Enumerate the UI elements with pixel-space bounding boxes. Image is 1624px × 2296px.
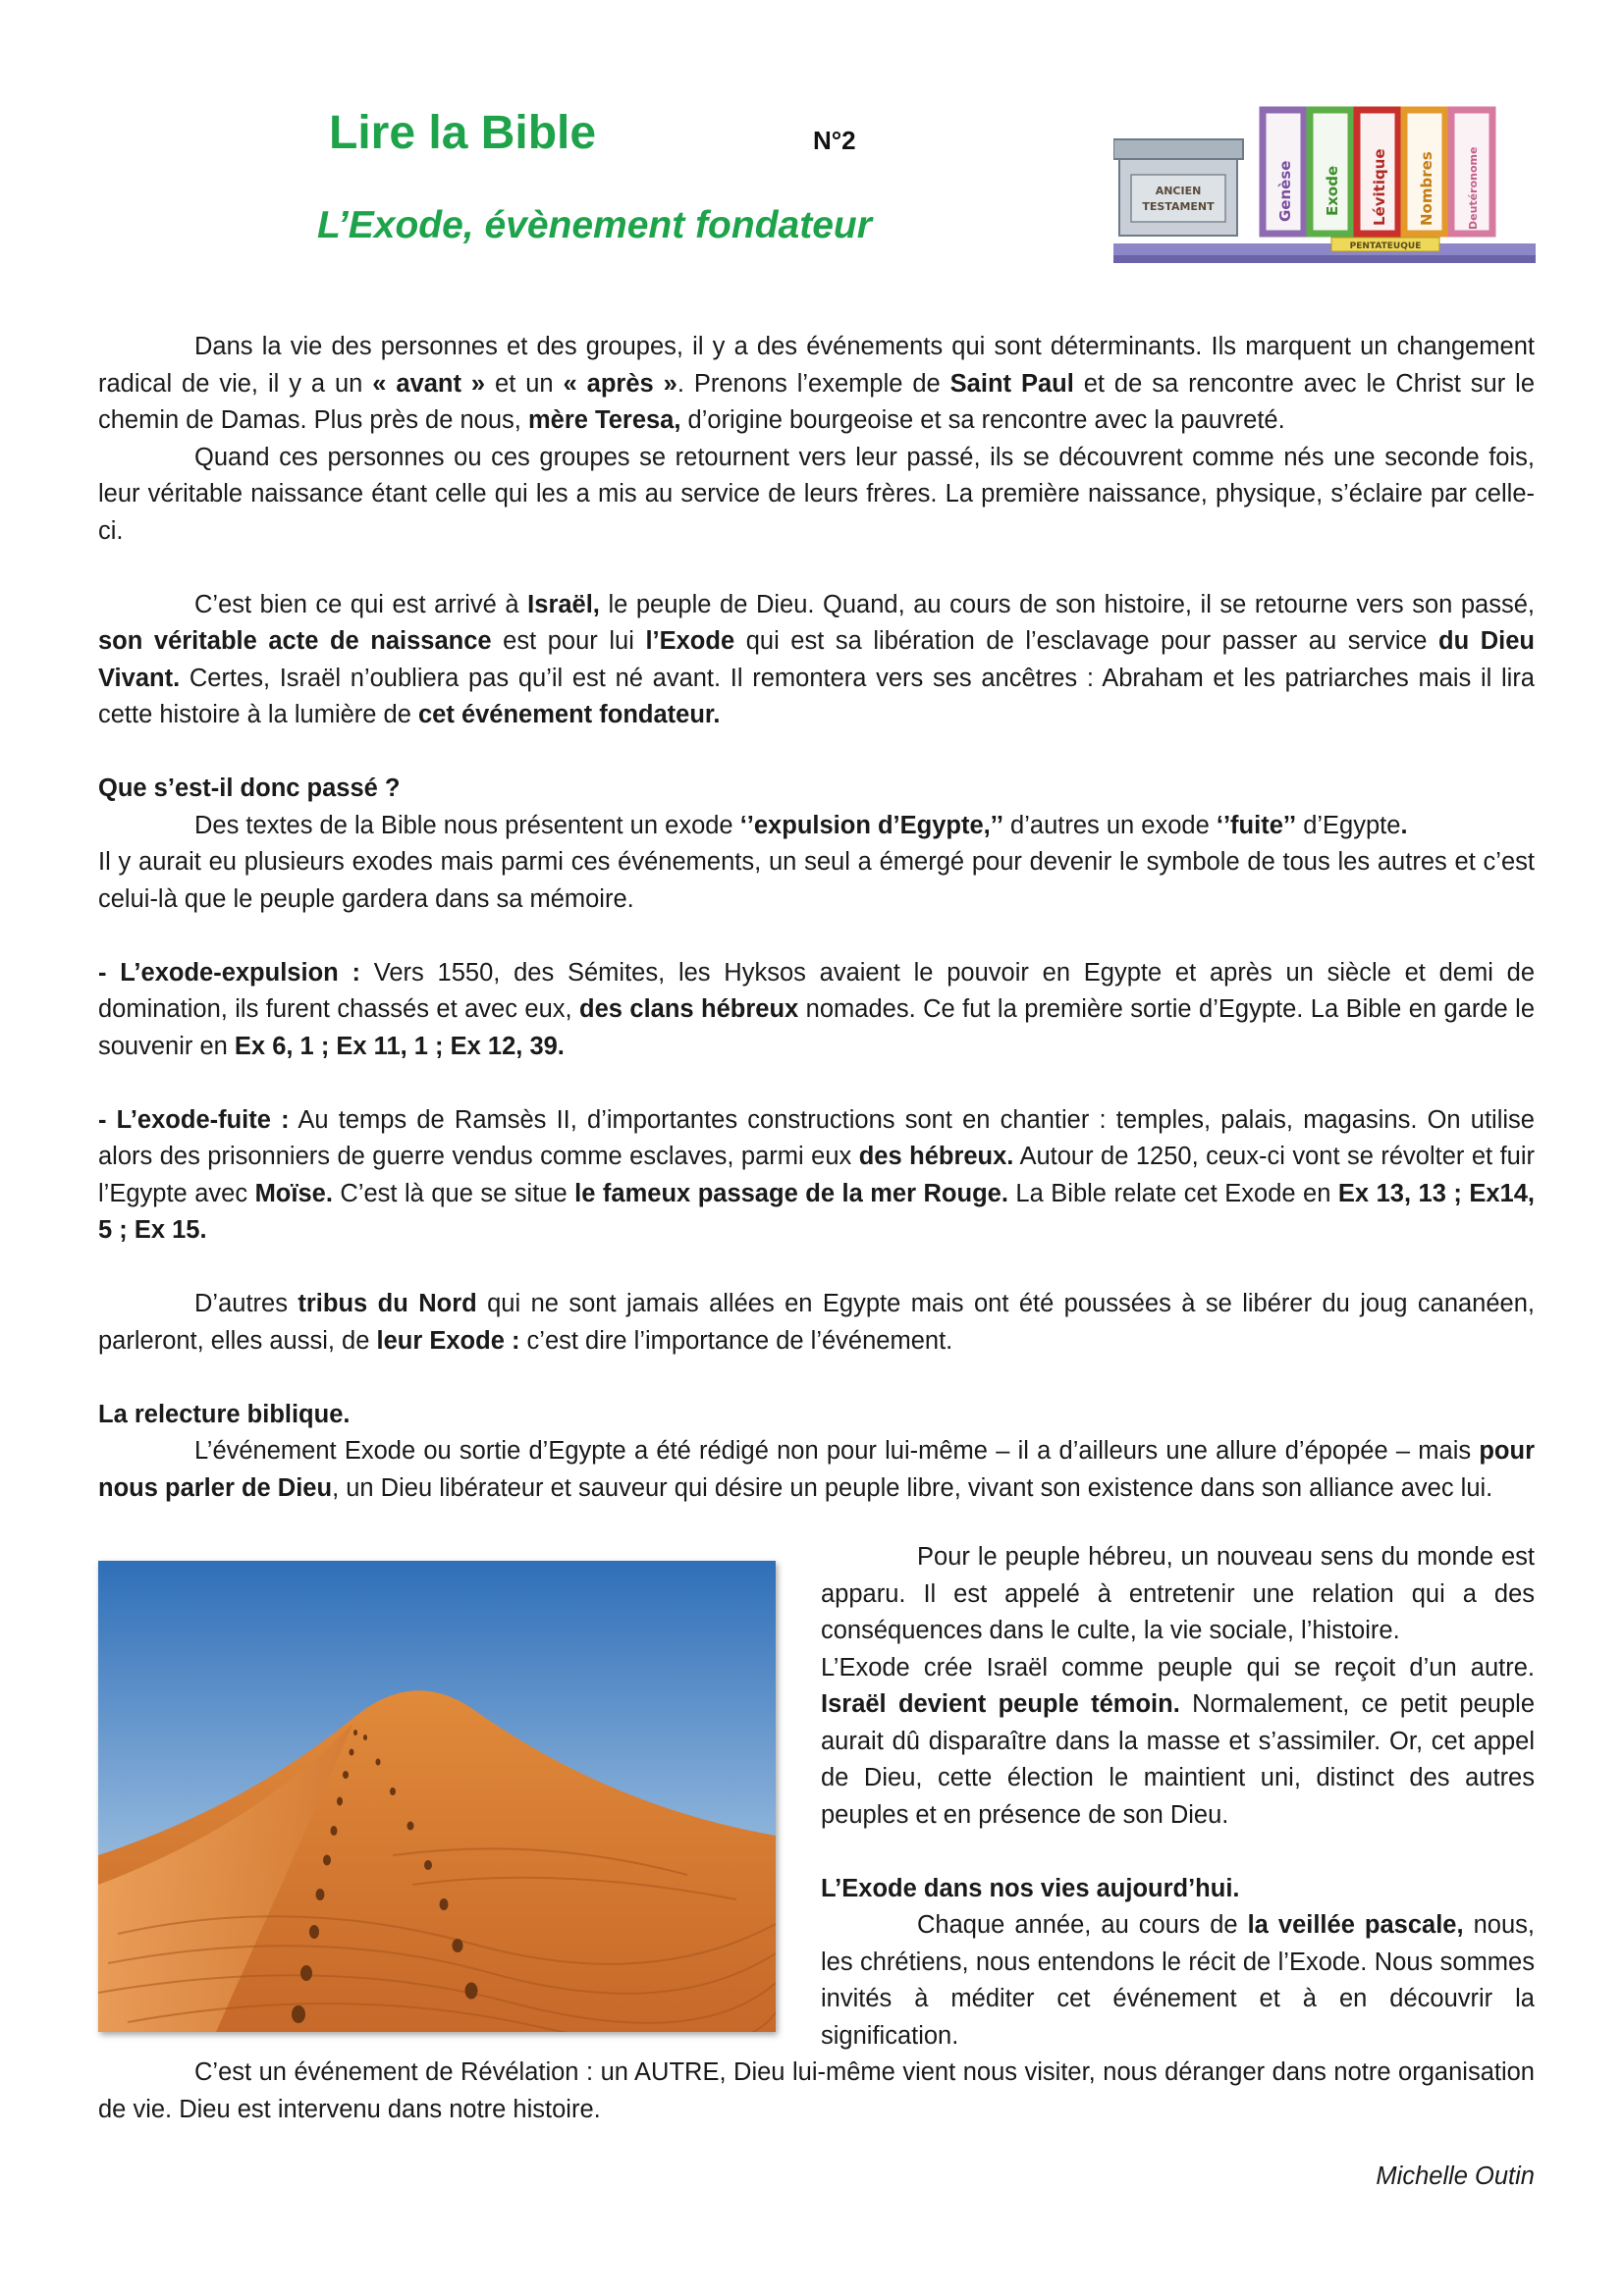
text-run: C’est bien ce qui est arrivé à (194, 590, 528, 618)
text-run: Autour de 1250, ceux-ci vont se révolter et fuir l’Egypte avec (98, 1143, 1536, 1207)
text-run: L’Exode crée Israël comme peuple qui se reçoit d’un autre. (821, 1653, 1535, 1682)
text-run: Chaque année, au cours de (917, 1911, 1248, 1939)
page-title: Lire la Bible (329, 107, 597, 159)
bold-text: Israël devient peuple témoin. (821, 1690, 1180, 1718)
text-run: Dans la vie des personnes et des groupes, il y a des événements qui sont déterminants. Ils marquent un changement radical de vie, il y a un (98, 333, 1535, 398)
text-run: Vers 1550, des Sémites, les Hyksos avaient le pouvoir en Egypte et après un siècle et demi de domination, ils furent chassés et avec eux, (98, 958, 1536, 1023)
text-run: Des textes de la Bible nous présentent un exode (194, 811, 740, 839)
text-run: , un Dieu libérateur et sauveur qui désire un peuple libre, vivant son existence dans son alliance avec lui. (332, 1473, 1493, 1502)
text-run: C’est là que se situe (332, 1179, 575, 1207)
paragraph-exode-fuite (98, 1102, 1535, 1250)
text-run: D’autres (194, 1290, 298, 1317)
text-run: Au temps de Ramsès II, d’importantes constructions sont en chantier : temples, palais, magasins. On utilise alors des prisonniers de guerre vendus comme esclaves, parmi eux (98, 1105, 1535, 1170)
bold-text: le fameux passage de la mer Rouge. (574, 1179, 1008, 1207)
text-run: nomades. Ce fut la première sortie d’Egypte. La Bible en garde le souvenir en (98, 995, 1536, 1060)
section-heading-what-happened: Que s’est-il donc passé ? (98, 774, 401, 802)
paragraph-1 (98, 329, 1535, 440)
section-heading-relecture: La relecture biblique. (98, 1400, 351, 1428)
banner-left-label: ANCIEN (1155, 185, 1202, 197)
paragraph-5 (98, 844, 1535, 918)
text-run: Quand ces personnes ou ces groupes se retournent vers leur passé, ils se découvrent comme nés une seconde fois, leur véritable naissance étant celle qui les a mis au service de leurs frères. La première naissance, physique, s’éclaire par celle-ci. (98, 443, 1535, 545)
bold-text: - L’exode-fuite : (98, 1105, 290, 1134)
closing-text (98, 2055, 1535, 2128)
text-run: et de sa rencontre avec le Christ sur le chemin de Damas. Plus près de nous, (98, 369, 1535, 434)
text-run: et un (485, 369, 564, 398)
text-run: c’est dire l’importance de l’événement. (519, 1326, 953, 1355)
text-run: Pour le peuple hébreu, un nouveau sens du monde est apparu. Il est appelé à entretenir une relation qui a des conséquences dans le culte, la vie sociale, l’histoire. (821, 1543, 1535, 1644)
bold-text: cet événement fondateur. (418, 701, 721, 728)
bold-text: pour nous parler de Dieu (98, 1437, 1535, 1502)
bold-text: tribus du Nord (298, 1290, 477, 1317)
paragraph-10 (821, 1539, 1535, 1650)
paragraph-exode-expulsion (98, 955, 1535, 1066)
banner-bottom-label: PENTATEUQUE (1349, 241, 1422, 251)
text-run: qui ne sont jamais allées en Egypte mais ont été poussées à se libérer du joug cananéen, parleront, elles aussi, de (98, 1290, 1535, 1355)
text-run: nous, les chrétiens, nous entendons le récit de l’Exode. Nous sommes invités à méditer cet événement et à en découvrir la signification. (821, 1911, 1535, 2050)
bold-text: « avant » (372, 369, 486, 398)
bold-text: « après » (563, 369, 677, 398)
paragraph-12 (821, 1907, 1535, 2055)
bold-text: Moïse. (254, 1179, 333, 1207)
text-run: Certes, Israël n’oubliera pas qu’il est né avant. Il remontera vers ses ancêtres : Abraham et les patriarches mais il lira cette histoire à la lumière de (98, 664, 1535, 728)
bold-text: Ex 6, 1 ; Ex 11, 1 ; Ex 12, 39. (234, 1032, 565, 1060)
book-levitique: Lévitique (1371, 148, 1388, 226)
bold-text: ‘’expulsion d’Egypte (739, 811, 984, 839)
text-run: Normalement, ce petit peuple aurait dû disparaître dans la masse et s’assimiler. Or, cet appel de Dieu, cette élection le maintient uni, distinct des autres peuples et en présence de son Dieu. (821, 1690, 1536, 1829)
text-run: le peuple de Dieu. Quand, au cours de son histoire, il se retourne vers son passé, (599, 590, 1535, 618)
paragraph-2 (98, 440, 1535, 551)
bold-text: . (1400, 811, 1408, 839)
bold-text: l’Exode (645, 627, 735, 655)
bold-text: des hébreux. (858, 1143, 1014, 1170)
text-run: L’événement Exode ou sortie d’Egypte a été rédigé non pour lui-même – il a d’ailleurs une allure d’épopée – mais (194, 1437, 1480, 1465)
book-genese: Genèse (1276, 160, 1294, 222)
text-run: C’est un événement de Révélation : un AUTRE, Dieu lui-même vient nous visiter, nous déranger dans notre organisation de vie. Dieu est intervenu dans notre histoire. (98, 2058, 1535, 2123)
text-run: qui est sa libération de l’esclavage pour passer au service (734, 627, 1439, 655)
side-column (821, 1539, 1535, 2055)
paragraph-9 (98, 1433, 1535, 1507)
text-run: d’origine bourgeoise et sa rencontre avec la pauvreté. (680, 406, 1285, 434)
text-run: La Bible relate cet Exode en (1007, 1179, 1338, 1207)
pentateuch-bookshelf-illustration (1113, 100, 1536, 273)
paragraph-4 (98, 808, 1535, 845)
bold-text: Ex 13, 13 ; Ex14, 5 ; Ex 15. (98, 1179, 1535, 1244)
bold-text: leur Exode : (376, 1326, 520, 1355)
paragraph-8 (98, 1286, 1535, 1360)
bold-text: la veillée pascale, (1247, 1911, 1464, 1939)
issue-number: N°2 (813, 126, 856, 155)
book-nombres: Nombres (1418, 151, 1435, 226)
text-run: . Prenons l’exemple de (677, 369, 950, 398)
bold-text: mère Teresa, (527, 406, 681, 434)
bold-text: du Dieu Vivant. (98, 627, 1536, 692)
bold-text: Saint Paul (949, 369, 1074, 398)
bold-text: - L’exode-expulsion : (98, 958, 360, 987)
bold-text: Israël, (527, 590, 600, 618)
desert-dune-footprints-photo (98, 1561, 776, 2032)
text-run: d’Egypte (1296, 811, 1401, 839)
bold-text: son véritable acte de naissance (98, 627, 492, 655)
text-run: d’autres un exode (1002, 811, 1217, 839)
paragraph-11 (821, 1650, 1535, 1835)
text-run: Il y aurait eu plusieurs exodes mais parmi ces événements, un seul a émergé pour devenir le symbole de tous les autres et c’est celui-là que le peuple gardera dans sa mémoire. (98, 848, 1535, 913)
page-subtitle: L’Exode, évènement fondateur (317, 204, 872, 246)
section-heading-today: L’Exode dans nos vies aujourd’hui. (821, 1874, 1240, 1902)
paragraph-3 (98, 587, 1535, 734)
article-body (98, 329, 1535, 1507)
book-deuteronome: Deutéronome (1467, 146, 1480, 230)
book-exode: Exode (1324, 165, 1341, 216)
bold-text: ,’’ (983, 811, 1003, 839)
author-signature: Michelle Outin (1376, 2163, 1535, 2190)
bold-text: ‘’fuite’’ (1216, 811, 1297, 839)
paragraph-13 (98, 2055, 1535, 2128)
bold-text: des clans hébreux (579, 995, 799, 1023)
svg-text:TESTAMENT: TESTAMENT (1142, 200, 1215, 213)
text-run: est pour lui (491, 627, 646, 655)
